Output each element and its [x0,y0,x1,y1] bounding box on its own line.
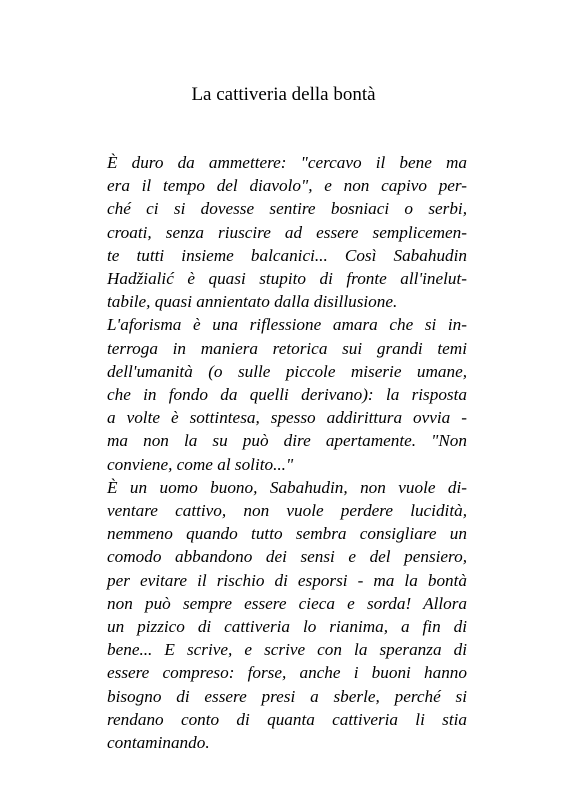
text-line: era il tempo del diavolo", e non capivo per- [107,176,467,196]
text-line: Hadžialić è quasi stupito di fronte all'inelut- [107,269,467,289]
text-line: te tutti insieme balcanici... Così Sabahudin [107,245,467,265]
page-title: La cattiveria della bontà [191,84,376,105]
text-line: ché ci si dovesse sentire bosniaci o serbi, [107,199,467,219]
text-line: bisogno di essere presi a sberle, perché si [107,686,467,706]
text-line: contaminando. [107,733,210,753]
text-line: nemmeno quando tutto sembra consigliare un [107,524,467,544]
text-line: L'aforisma è una riflessione amara che si in- [107,315,467,335]
text-line: che in fondo da quelli derivano): la risposta [107,385,467,405]
text-line: comodo abbandono dei sensi e del pensiero, [107,547,467,567]
text-line: essere compreso: forse, anche i buoni hanno [107,663,467,683]
text-line: È un uomo buono, Sabahudin, non vuole di- [107,477,467,497]
text-line: per evitare il rischio di esporsi - ma la bontà [107,570,467,590]
text-line: un pizzico di cattiveria lo rianima, a fin di [107,617,467,637]
text-line: È duro da ammettere: "cercavo il bene ma [107,153,467,172]
text-line: dell'umanità (o sulle piccole miserie umane, [107,361,467,381]
text-line: ma non la su può dire apertamente. "Non [107,431,467,451]
text-line: a volte è sottintesa, spesso addirittura ovvia - [107,408,467,428]
text-line: non può sempre essere cieca e sorda! Allora [107,593,467,613]
text-line: terroga in maniera retorica sui grandi temi [107,338,467,358]
text-line: conviene, come al solito..." [107,454,294,474]
text-line: rendano conto di quanta cattiveria li stia [107,709,467,729]
text-line: tabile, quasi annientato dalla disillusione. [107,292,398,312]
text-line: croati, senza riuscire ad essere semplicemen- [107,222,467,242]
text-line: bene... E scrive, e scrive con la speranza di [107,640,467,660]
body-text [107,151,467,754]
text-line: ventare cattivo, non vuole perdere lucidità, [107,501,467,521]
